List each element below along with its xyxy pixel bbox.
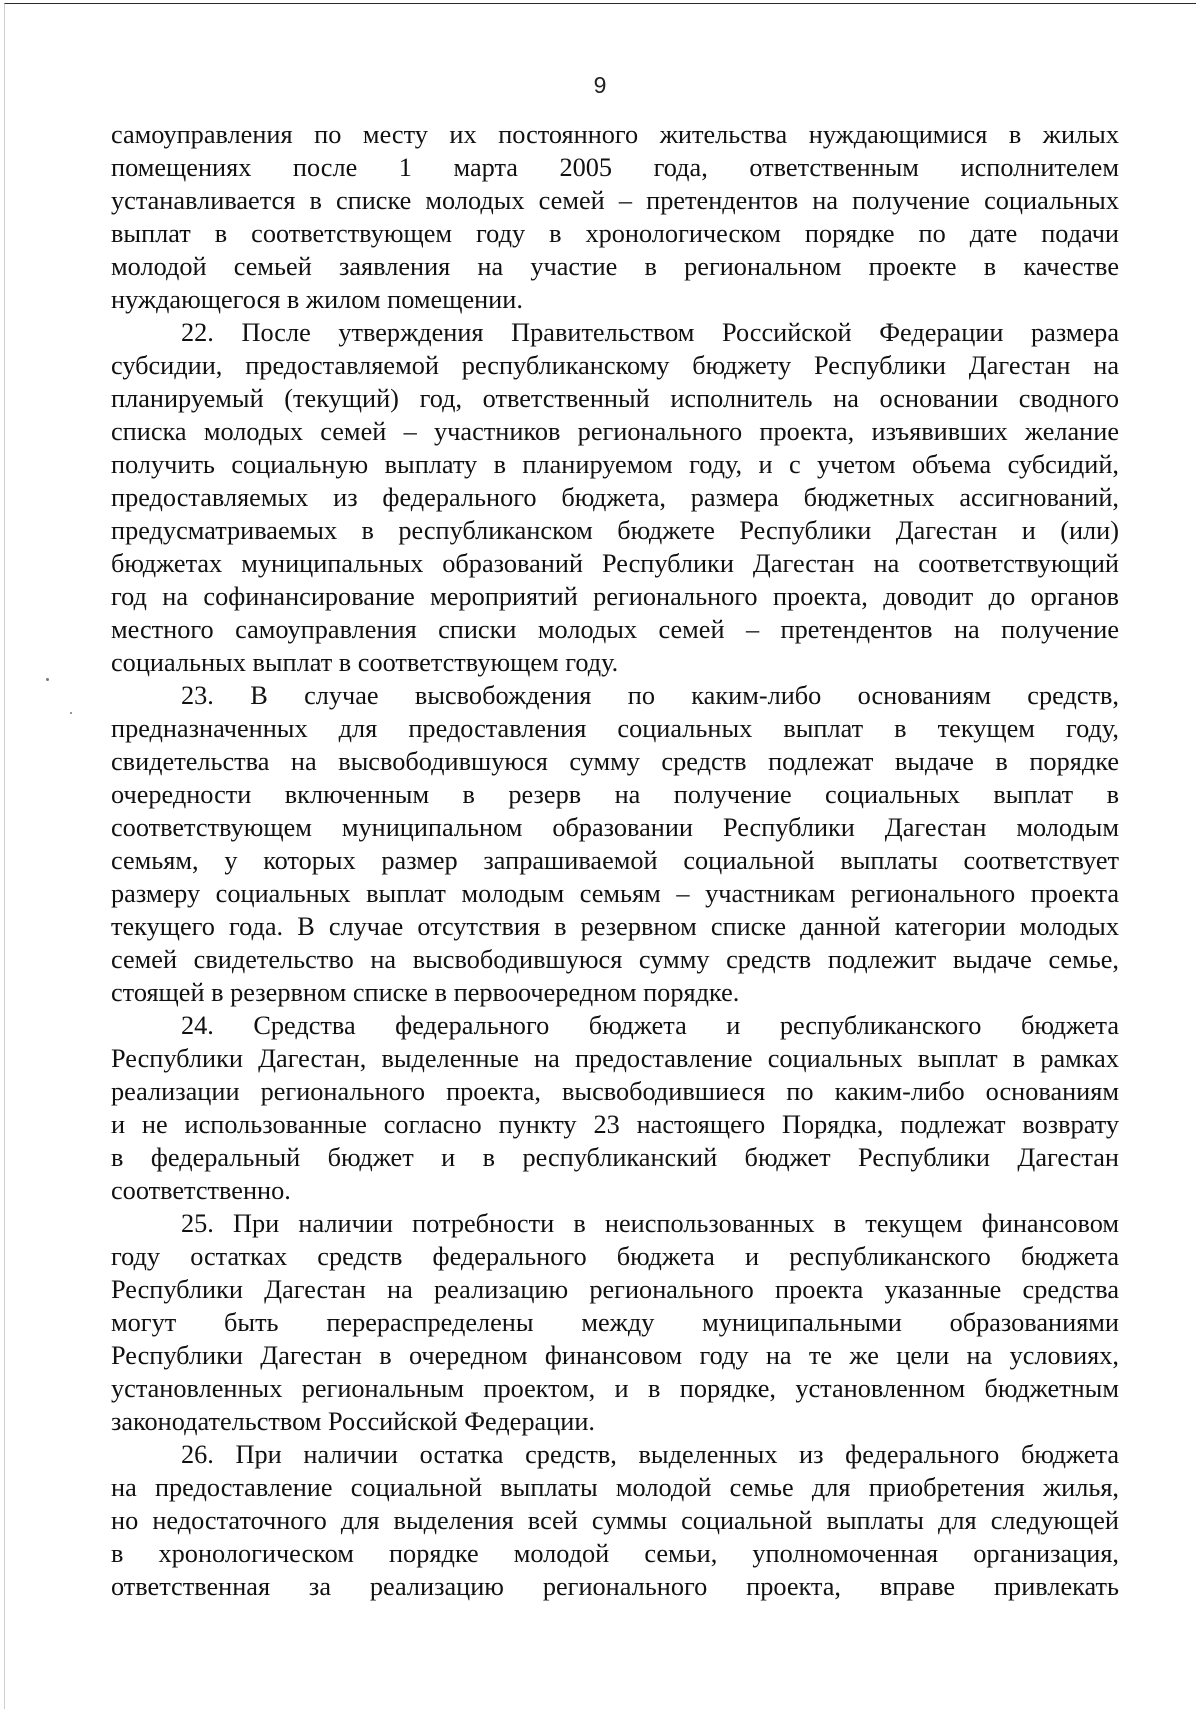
scan-speck: [46, 678, 49, 681]
text-line: предусматриваемых в республиканском бюджете Республики Дагестан и (или): [111, 516, 1119, 545]
text-line: году остатках средств федерального бюджета и республиканского бюджета: [111, 1242, 1119, 1271]
page-number: 9: [593, 72, 607, 98]
text-line: в федеральный бюджет и в республиканский бюджет Республики Дагестан: [111, 1143, 1119, 1172]
paragraph: [111, 1438, 1119, 1603]
text-line: соответственно.: [111, 1176, 291, 1205]
text-line: ответственная за реализацию регионального проекта, вправе привлекать: [111, 1572, 1119, 1601]
text-line: 22. После утверждения Правительством Российской Федерации размера: [181, 318, 1119, 347]
text-line: стоящей в резервном списке в первоочередном порядке.: [111, 978, 740, 1007]
text-line: размеру социальных выплат молодым семьям – участникам регионального проекта: [111, 879, 1119, 908]
text-line: 23. В случае высвобождения по каким-либо основаниям средств,: [181, 681, 1119, 710]
text-line: получить социальную выплату в планируемом году, и с учетом объема субсидий,: [111, 450, 1119, 479]
text-line: реализации регионального проекта, высвободившиеся по каким-либо основаниям: [111, 1077, 1119, 1106]
text-line: на предоставление социальной выплаты молодой семье для приобретения жилья,: [111, 1473, 1119, 1502]
text-line: предоставляемых из федерального бюджета, размера бюджетных ассигнований,: [111, 483, 1119, 512]
paragraph: [111, 118, 1119, 316]
text-line: законодательством Российской Федерации.: [111, 1407, 595, 1436]
text-line: субсидии, предоставляемой республиканскому бюджету Республики Дагестан на: [111, 351, 1119, 380]
text-line: 24. Средства федерального бюджета и республиканского бюджета: [181, 1011, 1119, 1040]
text-line: текущего года. В случае отсутствия в резервном списке данной категории молодых: [111, 912, 1119, 941]
text-line: выплат в соответствующем году в хронологическом порядке по дате подачи: [111, 219, 1119, 248]
text-line: семьям, у которых размер запрашиваемой социальной выплаты соответствует: [111, 846, 1119, 875]
text-line: планируемый (текущий) год, ответственный исполнитель на основании сводного: [111, 384, 1119, 413]
text-line: самоуправления по месту их постоянного жительства нуждающимися в жилых: [111, 120, 1119, 149]
text-line: очередности включенным в резерв на получение социальных выплат в: [111, 780, 1119, 809]
text-line: устанавливается в списке молодых семей – претендентов на получение социальных: [111, 186, 1119, 215]
text-line: списка молодых семей – участников регионального проекта, изъявивших желание: [111, 417, 1119, 446]
paragraph: [111, 1009, 1119, 1207]
text-line: предназначенных для предоставления социальных выплат в текущем году,: [111, 714, 1119, 743]
paragraph: [111, 316, 1119, 679]
text-line: и не использованные согласно пункту 23 настоящего Порядка, подлежат возврату: [111, 1110, 1119, 1139]
text-line: год на софинансирование мероприятий регионального проекта, доводит до органов: [111, 582, 1119, 611]
text-line: соответствующем муниципальном образовании Республики Дагестан молодым: [111, 813, 1119, 842]
text-line: Республики Дагестан на реализацию регионального проекта указанные средства: [111, 1275, 1119, 1304]
text-line: социальных выплат в соответствующем году.: [111, 648, 619, 677]
text-line: Республики Дагестан, выделенные на предоставление социальных выплат в рамках: [111, 1044, 1119, 1073]
text-line: могут быть перераспределены между муниципальными образованиями: [111, 1308, 1119, 1337]
text-line: в хронологическом порядке молодой семьи, уполномоченная организация,: [111, 1539, 1119, 1568]
text-line: Республики Дагестан в очередном финансовом году на те же цели на условиях,: [111, 1341, 1119, 1370]
paragraph: [111, 679, 1119, 1009]
text-line: бюджетах муниципальных образований Республики Дагестан на соответствующий: [111, 549, 1119, 578]
text-line: семей свидетельство на высвободившуюся сумму средств подлежит выдаче семье,: [111, 945, 1119, 974]
scan-speck: [70, 712, 72, 714]
text-line: помещениях после 1 марта 2005 года, ответственным исполнителем: [111, 153, 1119, 182]
text-line: нуждающегося в жилом помещении.: [111, 285, 523, 314]
text-line: местного самоуправления списки молодых семей – претендентов на получение: [111, 615, 1119, 644]
paragraph: [111, 1207, 1119, 1438]
text-line: но недостаточного для выделения всей суммы социальной выплаты для следующей: [111, 1506, 1119, 1535]
text-line: 26. При наличии остатка средств, выделенных из федерального бюджета: [181, 1440, 1119, 1469]
text-line: молодой семьей заявления на участие в региональном проекте в качестве: [111, 252, 1119, 281]
text-line: установленных региональным проектом, и в порядке, установленном бюджетным: [111, 1374, 1119, 1403]
text-line: свидетельства на высвободившуюся сумму средств подлежат выдаче в порядке: [111, 747, 1119, 776]
document-body: [111, 118, 1119, 1603]
text-line: 25. При наличии потребности в неиспользованных в текущем финансовом: [181, 1209, 1119, 1238]
